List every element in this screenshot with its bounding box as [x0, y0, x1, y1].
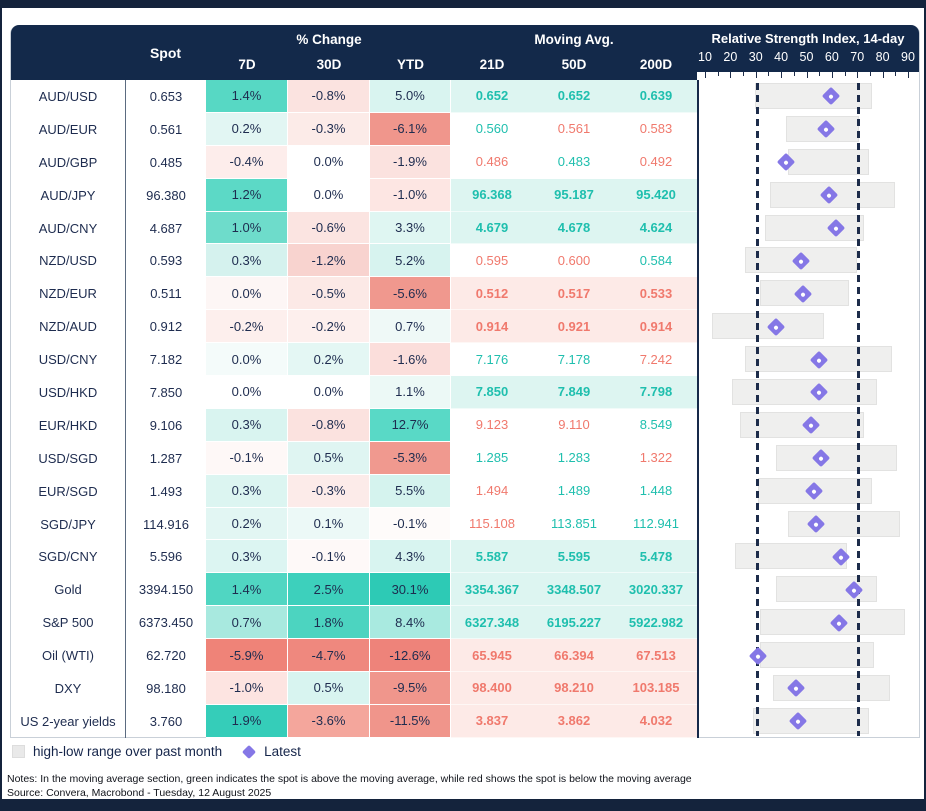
legend-range-label: high-low range over past month — [33, 744, 223, 759]
fx-dashboard-table — [10, 25, 920, 738]
pct-change-cell: 0.3% — [206, 540, 288, 573]
spot-value: 6373.450 — [125, 606, 206, 639]
pct-change-cell: -0.2% — [288, 310, 370, 343]
pct-change-cell: -3.6% — [288, 705, 370, 738]
header-ytd-label: YTD — [397, 57, 424, 72]
rsi-tick-mark — [718, 72, 719, 76]
moving-avg-cell: 7.178 — [533, 343, 615, 376]
pct-change-cell: 0.0% — [288, 146, 370, 179]
pct-change-cell: -1.2% — [288, 244, 370, 277]
rsi-tick-label: 70 — [850, 50, 865, 64]
rsi-range-bar — [760, 642, 874, 668]
rsi-cell — [697, 179, 919, 212]
pct-change-cell: -1.0% — [370, 179, 451, 212]
instrument-label: USD/HKD — [38, 384, 98, 400]
spot-value: 9.106 — [125, 409, 206, 442]
header-rsi — [697, 25, 919, 80]
pct-change-cell: -0.3% — [288, 113, 370, 146]
rsi-cell — [697, 475, 919, 508]
header-200d-label: 200D — [639, 57, 673, 72]
rsi-tick-label: 40 — [774, 50, 789, 64]
moving-avg-cell: 6327.348 — [451, 606, 533, 639]
rsi-tick-mark — [768, 72, 769, 76]
moving-avg-cell: 0.914 — [451, 310, 533, 343]
spot-value: 4.687 — [125, 212, 206, 245]
moving-avg-cell: 95.420 — [615, 179, 697, 212]
spot-value: 0.653 — [125, 80, 206, 113]
rsi-range-bar — [732, 379, 877, 405]
moving-avg-cell: 1.322 — [615, 442, 697, 475]
instrument-label: S&P 500 — [42, 615, 94, 631]
table-row — [11, 80, 919, 113]
pct-change-cell: 0.3% — [206, 409, 288, 442]
table-row — [11, 343, 919, 376]
rsi-cell — [697, 277, 919, 310]
instrument-label: AUD/EUR — [38, 121, 98, 137]
table-row — [11, 376, 919, 409]
moving-avg-cell: 0.595 — [451, 244, 533, 277]
table-row — [11, 310, 919, 343]
rsi-tick-mark — [730, 72, 731, 78]
table-row — [11, 606, 919, 639]
spot-value: 114.916 — [125, 508, 206, 541]
moving-avg-cell: 0.561 — [533, 113, 615, 146]
moving-avg-cell: 0.486 — [451, 146, 533, 179]
spot-value: 0.485 — [125, 146, 206, 179]
instrument-label: USD/CNY — [38, 352, 98, 368]
rsi-tick-mark — [845, 72, 846, 76]
rsi-tick-label: 80 — [875, 50, 890, 64]
rsi-tick-label: 60 — [824, 50, 839, 64]
pct-change-cell: 12.7% — [370, 409, 451, 442]
rsi-cell — [697, 540, 919, 573]
pct-change-cell: 8.4% — [370, 606, 451, 639]
instrument-label: AUD/USD — [38, 88, 98, 104]
rsi-cell — [697, 244, 919, 277]
moving-avg-cell: 3354.367 — [451, 573, 533, 606]
rsi-cell — [697, 705, 919, 738]
moving-avg-cell: 0.600 — [533, 244, 615, 277]
rsi-cell — [697, 606, 919, 639]
pct-change-cell: 0.1% — [288, 508, 370, 541]
table-row — [11, 113, 919, 146]
spot-value: 96.380 — [125, 179, 206, 212]
pct-change-cell: 1.8% — [288, 606, 370, 639]
pct-change-cell: 1.4% — [206, 573, 288, 606]
instrument-label: Oil (WTI) — [42, 648, 94, 664]
pct-change-cell: -0.1% — [288, 540, 370, 573]
rsi-range-bar — [788, 511, 900, 537]
header-spot: Spot — [149, 44, 182, 61]
pct-change-cell: -1.6% — [370, 343, 451, 376]
moving-avg-cell: 3.862 — [533, 705, 615, 738]
pct-change-cell: 5.5% — [370, 475, 451, 508]
instrument-label: EUR/SGD — [38, 483, 98, 499]
rsi-range-bar — [735, 543, 847, 569]
pct-change-cell: 0.0% — [288, 376, 370, 409]
moving-avg-cell: 1.489 — [533, 475, 615, 508]
rsi-tick-label: 50 — [799, 50, 814, 64]
table-row — [11, 179, 919, 212]
pct-change-cell: -6.1% — [370, 113, 451, 146]
pct-change-cell: 1.9% — [206, 705, 288, 738]
rsi-title: Relative Strength Index, 14-day — [711, 31, 905, 46]
instrument-label: NZD/EUR — [39, 286, 97, 302]
instrument-label: AUD/JPY — [40, 187, 96, 203]
pct-change-cell: 0.2% — [206, 508, 288, 541]
header-30d — [288, 25, 370, 80]
rsi-tick-mark — [857, 72, 858, 78]
moving-avg-cell: 8.549 — [615, 409, 697, 442]
moving-avg-cell: 115.108 — [451, 508, 533, 541]
instrument-label: AUD/CNY — [38, 220, 98, 236]
pct-change-cell: -0.2% — [206, 310, 288, 343]
legend — [12, 744, 301, 759]
rsi-tick-mark — [883, 72, 884, 78]
spot-value: 0.912 — [125, 310, 206, 343]
spot-value: 98.180 — [125, 672, 206, 705]
moving-avg-cell: 103.185 — [615, 672, 697, 705]
header-7d — [206, 25, 288, 80]
pct-change-cell: 3.3% — [370, 212, 451, 245]
moving-avg-cell: 1.285 — [451, 442, 533, 475]
pct-change-cell: 0.0% — [206, 343, 288, 376]
rsi-tick-mark — [870, 72, 871, 76]
spot-value: 3.760 — [125, 705, 206, 738]
pct-change-cell: -9.5% — [370, 672, 451, 705]
moving-avg-cell: 0.483 — [533, 146, 615, 179]
spot-value: 1.287 — [125, 442, 206, 475]
moving-avg-cell: 7.849 — [533, 376, 615, 409]
rsi-cell — [697, 310, 919, 343]
moving-avg-cell: 3.837 — [451, 705, 533, 738]
rsi-tick-mark — [794, 72, 795, 76]
pct-change-cell: 1.0% — [206, 212, 288, 245]
rsi-range-bar — [765, 215, 864, 241]
pct-change-cell: 5.2% — [370, 244, 451, 277]
rsi-range-bar — [788, 149, 869, 175]
rsi-cell — [697, 343, 919, 376]
moving-avg-cell: 5.587 — [451, 540, 533, 573]
moving-avg-cell: 67.513 — [615, 639, 697, 672]
moving-avg-cell: 7.242 — [615, 343, 697, 376]
instrument-label: NZD/USD — [39, 253, 97, 269]
pct-change-cell: -0.5% — [288, 277, 370, 310]
pct-change-cell: 1.4% — [206, 80, 288, 113]
rsi-cell — [697, 672, 919, 705]
pct-change-cell: 4.3% — [370, 540, 451, 573]
pct-change-cell: 0.2% — [206, 113, 288, 146]
moving-avg-cell: 96.368 — [451, 179, 533, 212]
rsi-tick-mark — [705, 72, 706, 78]
header-21d — [451, 25, 533, 80]
rsi-tick-label: 10 — [698, 50, 712, 64]
rsi-tick-mark — [895, 72, 896, 76]
header-50d — [533, 25, 615, 80]
table-row — [11, 212, 919, 245]
rsi-tick-mark — [743, 72, 744, 76]
instrument-label: NZD/AUD — [39, 319, 97, 335]
moving-avg-cell: 0.921 — [533, 310, 615, 343]
table-row — [11, 672, 919, 705]
instrument-label: DXY — [54, 680, 82, 696]
rsi-cell — [697, 212, 919, 245]
pct-change-cell: 0.3% — [206, 475, 288, 508]
moving-avg-cell: 5922.982 — [615, 606, 697, 639]
pct-change-cell: -0.4% — [206, 146, 288, 179]
spot-value: 0.593 — [125, 244, 206, 277]
pct-change-cell: -0.8% — [288, 80, 370, 113]
rsi-tick-mark — [832, 72, 833, 78]
rsi-tick-label: 20 — [723, 50, 738, 64]
notes-text: Notes: In the moving average section, green indicates the spot is above the moving average, while red shows the spot is below the moving average — [7, 773, 692, 785]
rsi-cell — [697, 573, 919, 606]
pct-change-cell: 30.1% — [370, 573, 451, 606]
instrument-label: Gold — [54, 582, 82, 598]
moving-avg-cell: 9.110 — [533, 409, 615, 442]
header-50d-label: 50D — [561, 57, 587, 72]
spot-value: 1.493 — [125, 475, 206, 508]
legend-latest-label: Latest — [264, 744, 301, 759]
pct-change-cell: 0.5% — [288, 442, 370, 475]
pct-change-cell: 0.7% — [370, 310, 451, 343]
moving-avg-cell: 0.652 — [451, 80, 533, 113]
rsi-cell — [697, 508, 919, 541]
pct-change-cell: -12.6% — [370, 639, 451, 672]
spot-value: 7.850 — [125, 376, 206, 409]
range-swatch-icon — [12, 745, 25, 758]
rsi-tick-mark — [781, 72, 782, 78]
spot-value: 62.720 — [125, 639, 206, 672]
spot-value: 3394.150 — [125, 573, 206, 606]
moving-avg-cell: 98.400 — [451, 672, 533, 705]
moving-avg-cell: 1.448 — [615, 475, 697, 508]
rsi-tick-mark — [807, 72, 808, 78]
moving-avg-cell: 7.850 — [451, 376, 533, 409]
moving-avg-cell: 0.492 — [615, 146, 697, 179]
pct-change-cell: -0.8% — [288, 409, 370, 442]
pct-change-cell: -0.1% — [370, 508, 451, 541]
rsi-cell — [697, 80, 919, 113]
moving-avg-cell: 5.595 — [533, 540, 615, 573]
top-frame-bar — [2, 0, 924, 8]
rsi-range-bar — [755, 83, 872, 109]
moving-avg-cell: 65.945 — [451, 639, 533, 672]
moving-avg-cell: 7.798 — [615, 376, 697, 409]
table-body — [11, 80, 919, 738]
pct-change-cell: -0.1% — [206, 442, 288, 475]
moving-avg-cell: 4.032 — [615, 705, 697, 738]
rsi-range-bar — [753, 708, 870, 734]
instrument-label: SGD/JPY — [40, 516, 96, 532]
rsi-tick-mark — [908, 72, 909, 78]
pct-change-cell: -0.3% — [288, 475, 370, 508]
moving-avg-cell: 9.123 — [451, 409, 533, 442]
table-row — [11, 639, 919, 672]
instrument-label: SGD/CNY — [38, 549, 98, 565]
moving-avg-cell: 66.394 — [533, 639, 615, 672]
rsi-cell — [697, 146, 919, 179]
pct-change-cell: 5.0% — [370, 80, 451, 113]
header-instrument — [11, 25, 125, 80]
table-row — [11, 475, 919, 508]
pct-change-cell: -5.9% — [206, 639, 288, 672]
spot-value: 0.561 — [125, 113, 206, 146]
spot-value: 7.182 — [125, 343, 206, 376]
bottom-frame-bar — [2, 799, 924, 811]
instrument-label: US 2-year yields — [20, 713, 116, 729]
rsi-tick-mark — [756, 72, 757, 78]
pct-change-cell: 0.0% — [206, 376, 288, 409]
moving-avg-cell: 0.583 — [615, 113, 697, 146]
rsi-cell — [697, 639, 919, 672]
header-7d-label: 7D — [238, 57, 256, 72]
rsi-tick-label: 90 — [901, 50, 915, 64]
moving-avg-cell: 0.512 — [451, 277, 533, 310]
instrument-label: EUR/HKD — [38, 417, 98, 433]
pct-change-cell: -0.6% — [288, 212, 370, 245]
table-row — [11, 540, 919, 573]
pct-change-cell: 1.1% — [370, 376, 451, 409]
rsi-cell — [697, 409, 919, 442]
table-row — [11, 277, 919, 310]
moving-avg-cell: 0.639 — [615, 80, 697, 113]
pct-change-cell: -5.3% — [370, 442, 451, 475]
rsi-cell — [697, 442, 919, 475]
moving-avg-cell: 4.678 — [533, 212, 615, 245]
table-row — [11, 146, 919, 179]
rsi-axis-labels — [697, 50, 919, 68]
moving-avg-cell: 0.652 — [533, 80, 615, 113]
instrument-label: AUD/GBP — [38, 154, 98, 170]
rsi-cell — [697, 376, 919, 409]
moving-avg-cell: 5.478 — [615, 540, 697, 573]
pct-change-cell: -11.5% — [370, 705, 451, 738]
moving-avg-cell: 0.533 — [615, 277, 697, 310]
pct-change-cell: -1.9% — [370, 146, 451, 179]
moving-avg-cell: 4.679 — [451, 212, 533, 245]
rsi-cell — [697, 113, 919, 146]
moving-avg-cell: 98.210 — [533, 672, 615, 705]
moving-avg-title: Moving Avg. — [534, 32, 614, 47]
table-row — [11, 442, 919, 475]
moving-avg-cell: 4.624 — [615, 212, 697, 245]
header-21d-label: 21D — [479, 57, 505, 72]
table-row — [11, 244, 919, 277]
moving-avg-cell: 1.283 — [533, 442, 615, 475]
moving-avg-cell: 95.187 — [533, 179, 615, 212]
rsi-tick-mark — [819, 72, 820, 76]
spot-value: 0.511 — [125, 277, 206, 310]
pct-change-cell: 0.2% — [288, 343, 370, 376]
moving-avg-cell: 113.851 — [533, 508, 615, 541]
header-ytd — [370, 25, 451, 80]
moving-avg-cell: 6195.227 — [533, 606, 615, 639]
table-header — [11, 25, 919, 80]
moving-avg-cell: 3348.507 — [533, 573, 615, 606]
pct-change-cell: 0.3% — [206, 244, 288, 277]
pct-change-cell: 0.0% — [206, 277, 288, 310]
instrument-label: USD/SGD — [38, 450, 98, 466]
moving-avg-cell: 0.517 — [533, 277, 615, 310]
moving-avg-cell: 7.176 — [451, 343, 533, 376]
pct-change-cell: -5.6% — [370, 277, 451, 310]
pct-change-cell: 0.7% — [206, 606, 288, 639]
table-row — [11, 573, 919, 606]
rsi-tick-label: 30 — [748, 50, 763, 64]
moving-avg-cell: 0.584 — [615, 244, 697, 277]
table-row — [11, 705, 919, 738]
pct-change-title: % Change — [296, 32, 362, 47]
moving-avg-cell: 112.941 — [615, 508, 697, 541]
rsi-range-bar — [776, 445, 898, 471]
table-row — [11, 508, 919, 541]
moving-avg-cell: 1.494 — [451, 475, 533, 508]
moving-avg-cell: 0.914 — [615, 310, 697, 343]
pct-change-cell: -1.0% — [206, 672, 288, 705]
pct-change-cell: 0.5% — [288, 672, 370, 705]
table-row — [11, 409, 919, 442]
source-text: Source: Convera, Macrobond - Tuesday, 12 August 2025 — [7, 787, 272, 799]
moving-avg-cell: 0.560 — [451, 113, 533, 146]
rsi-axis-ticks — [697, 72, 919, 80]
header-30d-label: 30D — [316, 57, 342, 72]
moving-avg-cell: 3020.337 — [615, 573, 697, 606]
latest-diamond-icon — [242, 744, 256, 758]
spot-value: 5.596 — [125, 540, 206, 573]
pct-change-cell: -4.7% — [288, 639, 370, 672]
pct-change-cell: 2.5% — [288, 573, 370, 606]
pct-change-cell: 1.2% — [206, 179, 288, 212]
header-200d — [615, 25, 697, 80]
pct-change-cell: 0.0% — [288, 179, 370, 212]
